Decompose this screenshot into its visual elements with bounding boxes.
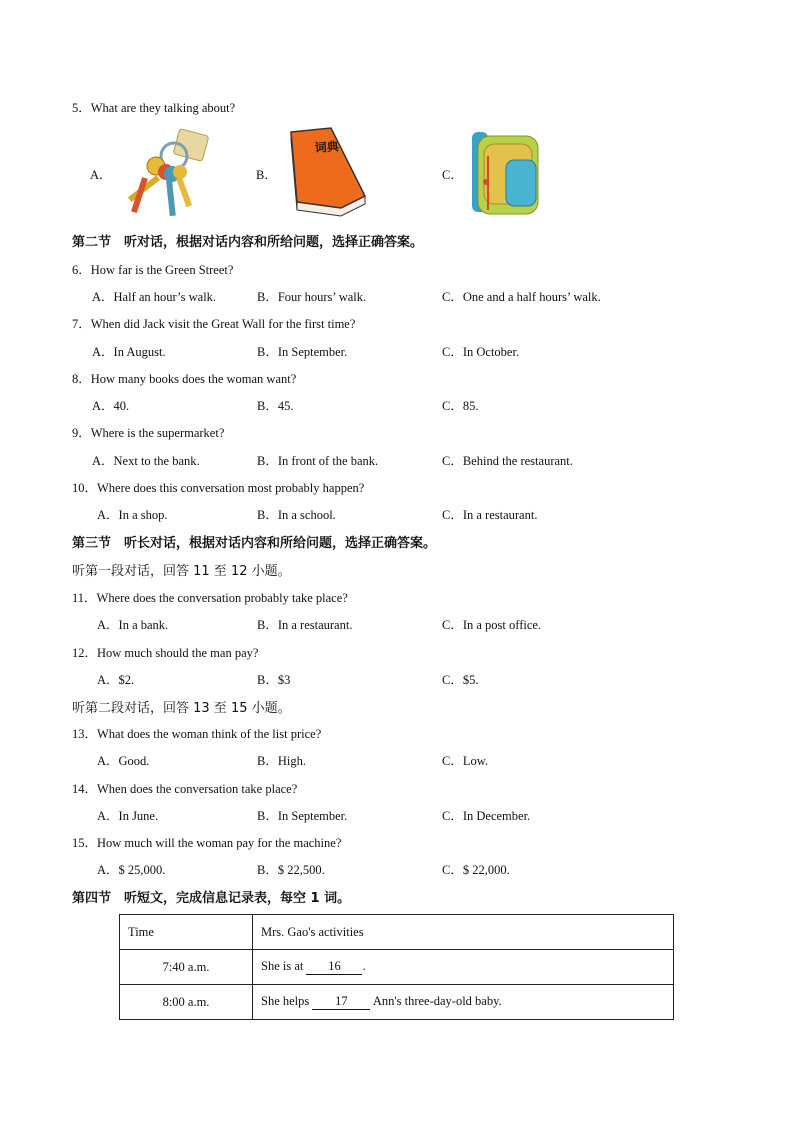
option-11a: A．In a bank. <box>97 618 169 632</box>
option-10a: A．In a shop. <box>97 508 168 522</box>
option-11b: B．In a restaurant. <box>257 618 353 632</box>
dictionary-title: 词典 <box>314 139 340 155</box>
option-12b: B．$3 <box>257 673 291 687</box>
answer-blank-17[interactable]: 17 <box>312 994 370 1010</box>
option-b-label: B． <box>256 168 277 182</box>
table-row <box>120 985 674 1020</box>
section-2-heading: 第二节 听对话，根据对话内容和所给问题，选择正确答案。 <box>72 235 424 250</box>
table-cell-activity <box>253 950 674 985</box>
option-6a: A．Half an hour’s walk. <box>92 290 217 304</box>
question-10: 10．Where does this conversation most probably happen? <box>72 481 365 495</box>
section-4-heading: 第四节 听短文，完成信息记录表，每空 1 词。 <box>72 891 351 906</box>
table-header-activities: Mrs. Gao's activities <box>253 915 674 950</box>
question-6: 6．How far is the Green Street? <box>72 263 234 277</box>
question-7: 7．When did Jack visit the Great Wall for the first time? <box>72 317 356 331</box>
table-cell-activity <box>253 985 674 1020</box>
option-6b: B．Four hours’ walk. <box>257 290 367 304</box>
option-10c: C．In a restaurant. <box>442 508 538 522</box>
question-13: 13．What does the woman think of the list price? <box>72 727 322 741</box>
option-13a: A．Good. <box>97 754 150 768</box>
option-c-label: C． <box>442 168 463 182</box>
option-6c: C．One and a half hours’ walk. <box>442 290 601 304</box>
option-7a: A．In August. <box>92 345 166 359</box>
table-cell-time: 7:40 a.m. <box>120 950 253 985</box>
activity-text-end: Ann's three-day-old baby. <box>370 994 502 1008</box>
record-table <box>119 914 674 1020</box>
group-2-instruction: 听第二段对话，回答 13 至 15 小题。 <box>72 701 291 716</box>
question-14: 14．When does the conversation take place? <box>72 782 298 796</box>
option-10b: B．In a school. <box>257 508 336 522</box>
question-9: 9．Where is the supermarket? <box>72 426 225 440</box>
table-header-time: Time <box>120 915 253 950</box>
option-11c: C．In a post office. <box>442 618 542 632</box>
activity-text-end: . <box>362 959 366 973</box>
option-15a: A．$ 25,000. <box>97 863 166 877</box>
dictionary-icon <box>281 124 369 218</box>
option-9c: C．Behind the restaurant. <box>442 454 573 468</box>
option-12a: A．$2. <box>97 673 135 687</box>
group-1-instruction: 听第一段对话，回答 11 至 12 小题。 <box>72 564 291 579</box>
question-15: 15．How much will the woman pay for the machine? <box>72 836 342 850</box>
option-13b: B．High. <box>257 754 306 768</box>
option-8c: C．85. <box>442 399 479 413</box>
table-header-row <box>120 915 674 950</box>
table-cell-time: 8:00 a.m. <box>120 985 253 1020</box>
question-8: 8．How many books does the woman want? <box>72 372 297 386</box>
question-12: 12．How much should the man pay? <box>72 646 259 660</box>
activity-text: She helps <box>261 994 313 1008</box>
option-14c: C．In December. <box>442 809 531 823</box>
option-13c: C．Low. <box>442 754 489 768</box>
option-a-label: A． <box>90 168 112 182</box>
question-11: 11．Where does the conversation probably take place? <box>72 591 348 605</box>
option-15c: C．$ 22,000. <box>442 863 510 877</box>
option-12c: C．$5. <box>442 673 479 687</box>
option-7c: C．In October. <box>442 345 520 359</box>
option-9a: A．Next to the bank. <box>92 454 200 468</box>
question-5: 5．What are they talking about? <box>72 101 236 115</box>
backpack-icon <box>468 126 544 218</box>
option-8a: A．40. <box>92 399 130 413</box>
option-15b: B．$ 22,500. <box>257 863 325 877</box>
keys-icon <box>116 128 212 220</box>
activity-text: She is at <box>261 959 307 973</box>
option-9b: B．In front of the bank. <box>257 454 379 468</box>
answer-blank-16[interactable]: 16 <box>306 959 362 975</box>
option-14b: B．In September. <box>257 809 348 823</box>
table-row <box>120 950 674 985</box>
option-14a: A．In June. <box>97 809 159 823</box>
option-8b: B．45. <box>257 399 294 413</box>
section-3-heading: 第三节 听长对话，根据对话内容和所给问题，选择正确答案。 <box>72 536 437 551</box>
option-7b: B．In September. <box>257 345 348 359</box>
